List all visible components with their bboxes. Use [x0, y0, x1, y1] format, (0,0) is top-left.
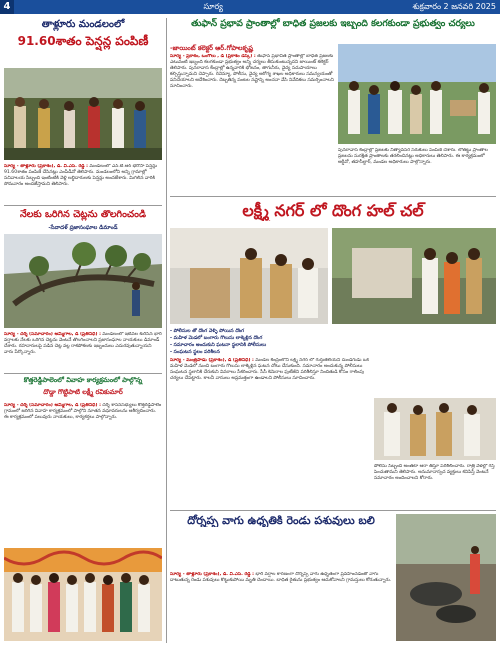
date-line: శుక్రవారం 2 జనవరి 2025	[412, 1, 496, 11]
story6-photo	[396, 514, 496, 641]
story1-body: మండలంలో ఎన్.టి.ఆర్ భరోసా పెన్షన్లు 91.60శాతం పంపిణీ చేసినట్లు ఎంపీడీవో తెలిపారు. మండలంలోని అన్ని గ్రామాల్లో సచివాలయ సిబ్బంది ఇంటింటికి వెళ్లి లబ్ధిదారులకు పెన్షన్లు అందజేశారు. మిగిలిన వారికి సోమవారం అందజేస్తామని తెలిపారు.	[4, 164, 158, 187]
story4-subhead: -జాయింట్ కలెక్టర్ ఆర్.గోపాలకృష్ణ	[170, 44, 253, 52]
story3-headline2: దొడ్డా గొట్టిపాటి లక్ష్మీ రవికుమార్	[43, 388, 123, 396]
story2-dateline: సూర్య - దర్శి (సమాచారం) అమ్మిగాల, డి (ప్రతినిధి) :	[4, 332, 101, 337]
story5-bullet: - పోలీసుల తో దొంగ వెళ్ళి పోయిన దొంగ	[170, 329, 245, 334]
column-divider	[166, 18, 167, 643]
story2-text	[4, 332, 162, 370]
story4-dateline: సూర్య - ప్రకాశం, ఒంగోలు , డి (ప్రకాశం డెస్క్) :	[170, 54, 256, 59]
story6-headline-block	[170, 514, 392, 527]
story1-headline-main: 91.60శాతం పెన్షన్ల పంపిణీ	[17, 34, 149, 48]
story3-headline: కొత్తరెడ్డిపాలెంలో వివాహ కార్యక్రమంలో పాల్గొన్న	[23, 376, 143, 384]
story4-headline-block	[170, 18, 496, 29]
story4-text	[170, 54, 334, 172]
story2-photo	[4, 234, 162, 328]
story1-photo	[4, 68, 162, 160]
story5-body: మండల కేంద్రంలోని లక్ష్మీ నగర్ లో గుర్తుతెలియని దుండగుడు ఒక మహిళ మెడలో నుంచి బంగారు గొలుసు లాక్కెళ్లిన ఘటన చోటు చేసుకుంది. సమాచారం అందుకున్న పోలీసులు సంఘటన స్థలానికి చేరుకుని వివరాలు సేకరించారు. సీసీ కెమెరాల ఫుటేజీని పరిశీలిస్తూ నిందితుడి కోసం గాలింపు చర్యలు చేపట్టారు. కాలనీ వాసులు అప్రమత్తంగా ఉండాలని పోలీసులు సూచించారు.	[170, 358, 369, 381]
story4-photo	[338, 44, 496, 144]
story5-text-right: పోలీసు సిబ్బంది అంతటా ఆరా తీస్తూ పరిశీలించారు. రాత్రి వేళల్లో గస్తీ పెంచుతామని తెలిపారు. అనుమానాస్పద వ్యక్తులు కనిపిస్తే వెంటనే సమాచారం అందించాలని కోరారు.	[374, 464, 495, 481]
story1-headline	[4, 18, 162, 51]
story6-body: భారీ వర్షాల కారణంగా దోర్నప్ప వాగు ఉధృతంగా ప్రవహించడంతో వాగు దాటుతున్న రెండు పశువులు కొట్టుకుపోయి మృతి చెందాయి. బాధిత రైతును ప్రభుత్వం ఆదుకోవాలని గ్రామస్తులు కోరుతున్నారు.	[170, 572, 392, 583]
story5-photo-officers	[374, 398, 496, 460]
story4-headline: తుఫాన్ ప్రభావ ప్రాంతాల్లో బాధిత ప్రజలకు ఇబ్బంది కలగకుండా ప్రభుత్వం చర్యలు	[191, 18, 475, 29]
story2-body: మండలంలో ఇటీవల కురిసిన భారీ వర్షాలకు నేలకు ఒరిగిన చెట్లను వెంటనే తొలగించాలని ప్రజాసంఘాల నాయకులు డిమాండ్ చేశారు. రహదారులపై పడిన చెట్ల వల్ల రాకపోకలకు ఇబ్బందులు ఎదురవుతున్నాయని వారు పేర్కొన్నారు.	[4, 332, 162, 355]
story3-body: దర్శి శాసనసభ్యులు కొత్తరెడ్డిపాలెం గ్రామంలో జరిగిన వివాహ కార్యక్రమంలో పాల్గొని నూతన వధూవరులను ఆశీర్వదించారు. ఈ కార్యక్రమంలో పలువురు నాయకులు, కార్యకర్తలు పాల్గొన్నారు.	[4, 403, 162, 420]
page-number: 4	[0, 0, 14, 14]
story2-headline-block	[4, 209, 162, 232]
story1-dateline: సూర్య - తాళ్లూరు (ప్రకాశం), డి. వి.ఎస్. రెడ్డి :	[4, 164, 89, 169]
story5-bullet: - మహిళ మెడలో బంగారు గొలుసు లాక్కెళ్లిన దొంగ	[170, 336, 263, 341]
story5-bullet: - సమాచారం అందుకుని ఘటనా స్థలానికి పోలీసులు	[170, 343, 267, 348]
story5-text	[170, 358, 370, 478]
story3-photo	[4, 548, 162, 641]
story3-headline-block	[4, 376, 162, 398]
page-header	[0, 0, 500, 14]
story3-text	[4, 403, 162, 459]
story5-photo-police	[170, 228, 328, 324]
masthead: సూర్య	[203, 1, 223, 11]
story3-dateline: సూర్య - దర్శి (సమాచారం) అమ్మిగాల, డి (ప్రతినిధి) :	[4, 403, 101, 408]
divider	[4, 205, 162, 206]
story5-photo-colony	[332, 228, 496, 324]
divider	[4, 373, 162, 374]
story2-subhead: -సేవాదళ్ ప్రజాసంఘాల డిమాండ్	[48, 225, 118, 231]
story1-text	[4, 164, 162, 202]
story6-headline: దోర్నప్ప వాగు ఉధృతికి రెండు పశువులు బలి	[187, 514, 375, 527]
story5-dateline: సూర్య - మంత్రపాడు (ప్రకాశం), డి (ప్రతినిధి) :	[170, 358, 254, 363]
story1-headline-top: తాళ్లూరు మండలంలో	[41, 19, 125, 30]
story5-bullets	[170, 328, 370, 356]
story6-text	[170, 572, 392, 642]
divider	[170, 510, 496, 511]
story5-bullet: - సంఘటన స్థలం పరిశీలన	[170, 350, 220, 355]
story2-headline: నేలకు ఒరిగిన చెట్లను తొలగించండి	[20, 209, 146, 220]
story5-headline: లక్ష్మీ నగర్ లో దొంగ హల్ చల్	[242, 201, 424, 220]
story4-body: తుఫాన్ ప్రభావిత ప్రాంతాల్లో బాధిత ప్రజలకు ఎటువంటి ఇబ్బంది కలగకుండా ప్రభుత్వం అన్ని చర్యలు తీసుకుంటున్నదని జాయింట్ కలెక్టర్ తెలిపారు. పునరావాస కేంద్రాల్లో ఉన్నవారికి భోజనం, తాగునీరు, వైద్య సదుపాయాలు కల్పిస్తున్నామని చెప్పారు. రెవెన్యూ, పోలీసు, వైద్య ఆరోగ్య శాఖల అధికారులు సమన్వయంతో పనిచేయాలని ఆదేశించారు. దెబ్బతిన్న పంటల నష్టాన్ని అంచనా వేసి నివేదికలు సమర్పించాలని సూచించారు.	[170, 54, 334, 89]
story4-text-right: పునరావాస కేంద్రాల్లో ప్రజలకు నిత్యావసర సరుకులు పంపిణీ చేశారు. లోతట్టు ప్రాంతాల ప్రజలను సురక్షిత ప్రాంతాలకు తరలించినట్లు అధికారులు తెలిపారు. ఈ కార్యక్రమంలో ఆర్డీవో, తహసీల్దార్, మండల అధికారులు పాల్గొన్నారు.	[338, 148, 488, 165]
divider	[170, 196, 496, 197]
story6-dateline: సూర్య - తాళ్లూరు (ప్రకాశం), డి. వి.ఎస్. రెడ్డి :	[170, 572, 255, 577]
